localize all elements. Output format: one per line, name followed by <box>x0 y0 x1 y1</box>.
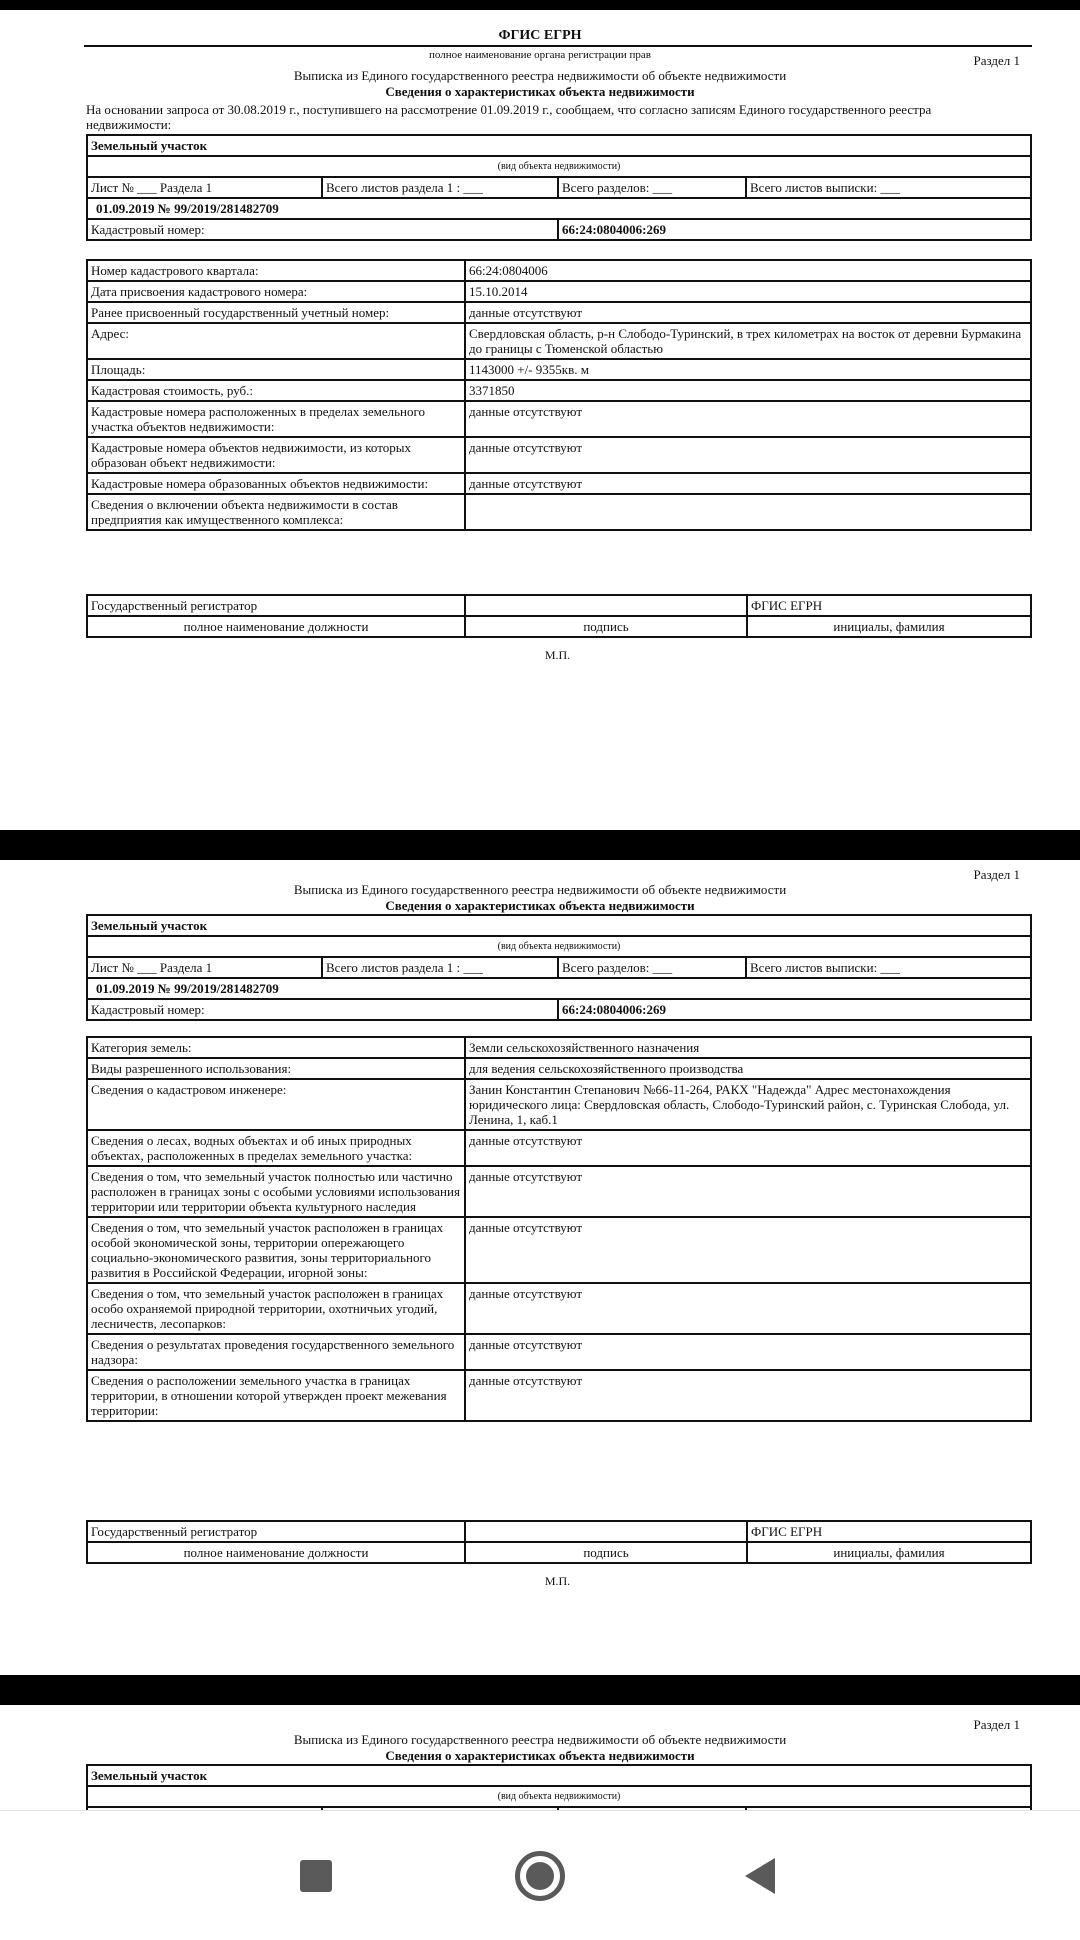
registrar-name: ФГИС ЕГРН <box>747 1521 1031 1542</box>
document-page-1[interactable] <box>0 10 1080 830</box>
cadastral-number-value: 66:24:0804006:269 <box>558 999 1031 1020</box>
row-value: Занин Константин Степанович №66-11-264, РАКХ "Надежда" Адрес местонахождения юридического лица: Свердловская область, Слободо-Туринский район, с. Туринская Слобода, ул. Ленина, 1, каб.1 <box>465 1079 1031 1130</box>
registrar-position: Государственный регистратор <box>87 595 465 616</box>
stamp-place: М.П. <box>544 648 571 662</box>
row-label: Кадастровые номера расположенных в пределах земельного участка объектов недвижимости: <box>87 401 465 437</box>
object-type-caption: (вид объекта недвижимости) <box>87 1786 1031 1807</box>
header-table <box>86 134 1032 241</box>
position-caption: полное наименование должности <box>87 1542 465 1563</box>
row-value: 1143000 +/- 9355кв. м <box>465 359 1031 380</box>
row-label: Ранее присвоенный государственный учетный номер: <box>87 302 465 323</box>
cadastral-number-label: Кадастровый номер: <box>87 999 558 1020</box>
table-row <box>87 260 1031 281</box>
recents-button[interactable] <box>236 1811 396 1940</box>
table-row <box>87 1217 1031 1283</box>
row-value: данные отсутствуют <box>465 1283 1031 1334</box>
signature-caption: подпись <box>465 616 747 637</box>
section-label: Раздел 1 <box>973 867 1020 882</box>
extract-title: Выписка из Единого государственного реестра недвижимости об объекте недвижимости <box>293 1732 787 1747</box>
name-caption: инициалы, фамилия <box>747 1542 1031 1563</box>
document-page-3[interactable] <box>0 1705 1080 1810</box>
extract-title: Выписка из Единого государственного реестра недвижимости об объекте недвижимости <box>293 68 787 83</box>
row-label: Сведения о том, что земельный участок расположен в границах особо охраняемой природной территории, охотничьих угодий, лесничеств, лесопарков: <box>87 1283 465 1334</box>
table-row <box>87 494 1031 530</box>
table-row <box>87 1370 1031 1421</box>
sheets-in-extract: Всего листов выписки: ___ <box>746 957 1031 978</box>
row-label: Дата присвоения кадастрового номера: <box>87 281 465 302</box>
row-label: Сведения о расположении земельного участка в границах территории, в отношении которой утвержден проект межевания территории: <box>87 1370 465 1421</box>
row-value: Земли сельскохозяйственного назначения <box>465 1037 1031 1058</box>
sections-total: Всего разделов: ___ <box>558 957 746 978</box>
row-value: 66:24:0804006 <box>465 260 1031 281</box>
signature-table <box>86 594 1032 638</box>
sheet-number: Лист № ___ Раздела 1 <box>87 957 322 978</box>
triangle-back-icon <box>745 1858 775 1894</box>
row-label: Кадастровые номера образованных объектов недвижимости: <box>87 473 465 494</box>
navigation-bar <box>0 1810 1080 1940</box>
row-label: Площадь: <box>87 359 465 380</box>
header-table <box>86 1764 1032 1810</box>
table-row <box>87 1130 1031 1166</box>
home-button[interactable] <box>460 1811 620 1940</box>
viewer-gap <box>0 830 1080 860</box>
characteristics-table <box>86 259 1032 531</box>
stamp-place: М.П. <box>544 1574 571 1588</box>
intro-text: На основании запроса от 30.08.2019 г., поступившего на рассмотрение 01.09.2019 г., сообщаем, что согласно записям Единого государственного реестра недвижимости: <box>86 102 932 132</box>
row-value: 15.10.2014 <box>465 281 1031 302</box>
row-value <box>465 494 1031 530</box>
object-type: Земельный участок <box>87 135 1031 156</box>
sheets-in-extract: Всего листов выписки: ___ <box>746 177 1031 198</box>
registrar-name: ФГИС ЕГРН <box>747 595 1031 616</box>
signature-caption: подпись <box>465 1542 747 1563</box>
sheets-in-section: Всего листов раздела 1 : ___ <box>322 177 558 198</box>
back-button[interactable] <box>680 1811 840 1940</box>
extract-subtitle: Сведения о характеристиках объекта недвижимости <box>385 84 695 99</box>
row-value: данные отсутствуют <box>465 401 1031 437</box>
row-label: Сведения о том, что земельный участок полностью или частично расположен в границах зоны с особыми условиями использования территории или территории объекта культурного наследия <box>87 1166 465 1217</box>
registry-org-caption: полное наименование органа регистрации прав <box>429 49 651 61</box>
header-table <box>86 914 1032 1021</box>
position-caption: полное наименование должности <box>87 616 465 637</box>
object-type: Земельный участок <box>87 915 1031 936</box>
row-label: Кадастровая стоимость, руб.: <box>87 380 465 401</box>
object-type-caption: (вид объекта недвижимости) <box>87 156 1031 177</box>
row-label: Сведения о кадастровом инженере: <box>87 1079 465 1130</box>
sections-total: Всего разделов: ___ <box>558 177 746 198</box>
row-label: Сведения о том, что земельный участок расположен в границах особой экономической зоны, территории опережающего социально-экономического развития, зоны территориального развития в Российской Федерации, игорной зоны: <box>87 1217 465 1283</box>
row-label: Адрес: <box>87 323 465 359</box>
row-value: данные отсутствуют <box>465 1130 1031 1166</box>
row-value: Свердловская область, р-н Слободо-Туринский, в трех километрах на восток от деревни Бурмакина до границы с Тюменской областью <box>465 323 1031 359</box>
section-label: Раздел 1 <box>973 53 1020 68</box>
table-row <box>87 437 1031 473</box>
object-type-caption: (вид объекта недвижимости) <box>87 936 1031 957</box>
registrar-position: Государственный регистратор <box>87 1521 465 1542</box>
registrar-signature <box>465 595 747 616</box>
row-value: для ведения сельскохозяйственного производства <box>465 1058 1031 1079</box>
extract-subtitle: Сведения о характеристиках объекта недвижимости <box>385 1748 695 1763</box>
table-row <box>87 1334 1031 1370</box>
table-row <box>87 1058 1031 1079</box>
row-label: Номер кадастрового квартала: <box>87 260 465 281</box>
row-value: данные отсутствуют <box>465 1370 1031 1421</box>
document-page-2[interactable] <box>0 860 1080 1675</box>
name-caption: инициалы, фамилия <box>747 616 1031 637</box>
table-row <box>87 380 1031 401</box>
table-row <box>87 1166 1031 1217</box>
table-row <box>87 1079 1031 1130</box>
row-label: Кадастровые номера объектов недвижимости, из которых образован объект недвижимости: <box>87 437 465 473</box>
viewer-gap <box>0 1675 1080 1705</box>
extract-title: Выписка из Единого государственного реестра недвижимости об объекте недвижимости <box>293 882 787 897</box>
org-underline <box>84 45 1032 47</box>
date-and-number: 01.09.2019 № 99/2019/281482709 <box>87 978 1031 999</box>
row-value: данные отсутствуют <box>465 1217 1031 1283</box>
signature-table <box>86 1520 1032 1564</box>
table-row <box>87 323 1031 359</box>
registrar-signature <box>465 1521 747 1542</box>
row-value: данные отсутствуют <box>465 1166 1031 1217</box>
table-row <box>87 281 1031 302</box>
extract-subtitle: Сведения о характеристиках объекта недвижимости <box>385 898 695 913</box>
object-type: Земельный участок <box>87 1765 1031 1786</box>
row-value: данные отсутствуют <box>465 437 1031 473</box>
row-label: Виды разрешенного использования: <box>87 1058 465 1079</box>
row-label: Категория земель: <box>87 1037 465 1058</box>
row-value: 3371850 <box>465 380 1031 401</box>
date-and-number: 01.09.2019 № 99/2019/281482709 <box>87 198 1031 219</box>
circle-icon <box>515 1851 565 1901</box>
cadastral-number-label: Кадастровый номер: <box>87 219 558 240</box>
row-label: Сведения о включении объекта недвижимости в состав предприятия как имущественного комплекса: <box>87 494 465 530</box>
registry-org-name: ФГИС ЕГРН <box>498 28 582 43</box>
row-label: Сведения о результатах проведения государственного земельного надзора: <box>87 1334 465 1370</box>
row-value: данные отсутствуют <box>465 1334 1031 1370</box>
table-row <box>87 1037 1031 1058</box>
table-row <box>87 401 1031 437</box>
table-row <box>87 473 1031 494</box>
sheet-number: Лист № ___ Раздела 1 <box>87 177 322 198</box>
row-value: данные отсутствуют <box>465 473 1031 494</box>
row-label: Сведения о лесах, водных объектах и об иных природных объектах, расположенных в пределах земельного участка: <box>87 1130 465 1166</box>
table-row <box>87 359 1031 380</box>
row-value: данные отсутствуют <box>465 302 1031 323</box>
cadastral-number-value: 66:24:0804006:269 <box>558 219 1031 240</box>
table-row <box>87 1283 1031 1334</box>
sheets-in-section: Всего листов раздела 1 : ___ <box>322 957 558 978</box>
viewer-gap <box>0 0 1080 10</box>
table-row <box>87 302 1031 323</box>
square-icon <box>300 1860 332 1892</box>
section-label: Раздел 1 <box>973 1717 1020 1732</box>
characteristics-table <box>86 1036 1032 1422</box>
